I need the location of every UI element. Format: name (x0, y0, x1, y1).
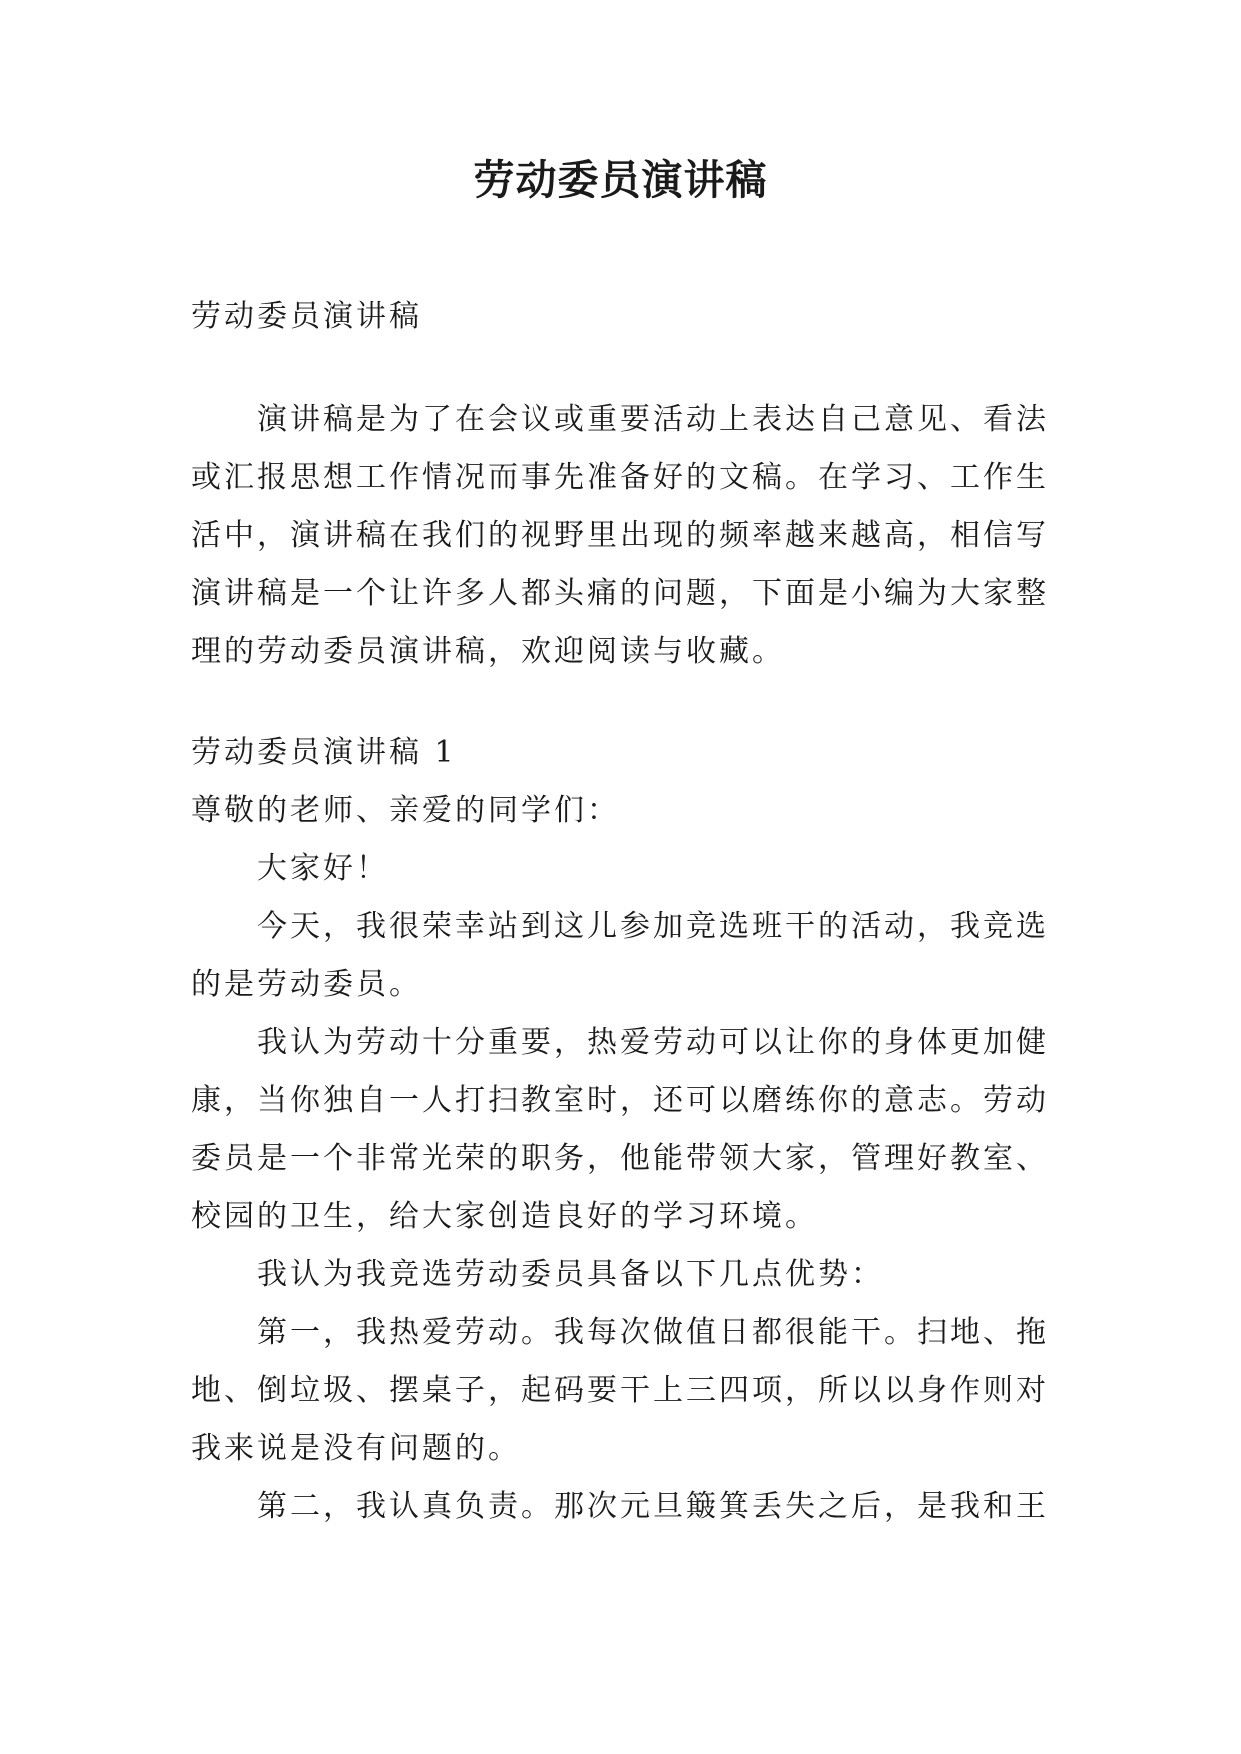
salutation: 尊敬的老师、亲爱的同学们： (191, 793, 620, 828)
document-body (191, 288, 1071, 1536)
body-paragraph: 我认为我竞选劳动委员具备以下几点优势： (257, 1257, 884, 1292)
body-paragraph: 今天，我很荣幸站到这儿参加竞选班干的活动，我竞选的是劳动委员。 (191, 909, 1049, 1002)
body-paragraph: 大家好！ (257, 851, 389, 886)
section-heading: 劳动委员演讲稿 1 (191, 735, 457, 770)
body-paragraph: 第一，我热爱劳动。我每次做值日都很能干。扫地、拖地、倒垃圾、摆桌子，起码要干上三四项，所以以身作则对我来说是没有问题的。 (191, 1315, 1049, 1466)
body-paragraph: 我认为劳动十分重要，热爱劳动可以让你的身体更加健康，当你独自一人打扫教室时，还可以磨练你的意志。劳动委员是一个非常光荣的职务，他能带领大家，管理好教室、校园的卫生，给大家创造良好的学习环境。 (191, 1025, 1049, 1234)
intro-paragraph: 演讲稿是为了在会议或重要活动上表达自己意见、看法或汇报思想工作情况而事先准备好的文稿。在学习、工作生活中，演讲稿在我们的视野里出现的频率越来越高，相信写演讲稿是一个让许多人都头痛的问题，下面是小编为大家整理的劳动委员演讲稿，欢迎阅读与收藏。 (191, 402, 1049, 669)
body-paragraph: 第二，我认真负责。那次元旦簸箕丢失之后，是我和王 (257, 1489, 1049, 1524)
document-title: 劳动委员演讲稿 (473, 156, 768, 204)
document-subtitle: 劳动委员演讲稿 (191, 299, 422, 334)
